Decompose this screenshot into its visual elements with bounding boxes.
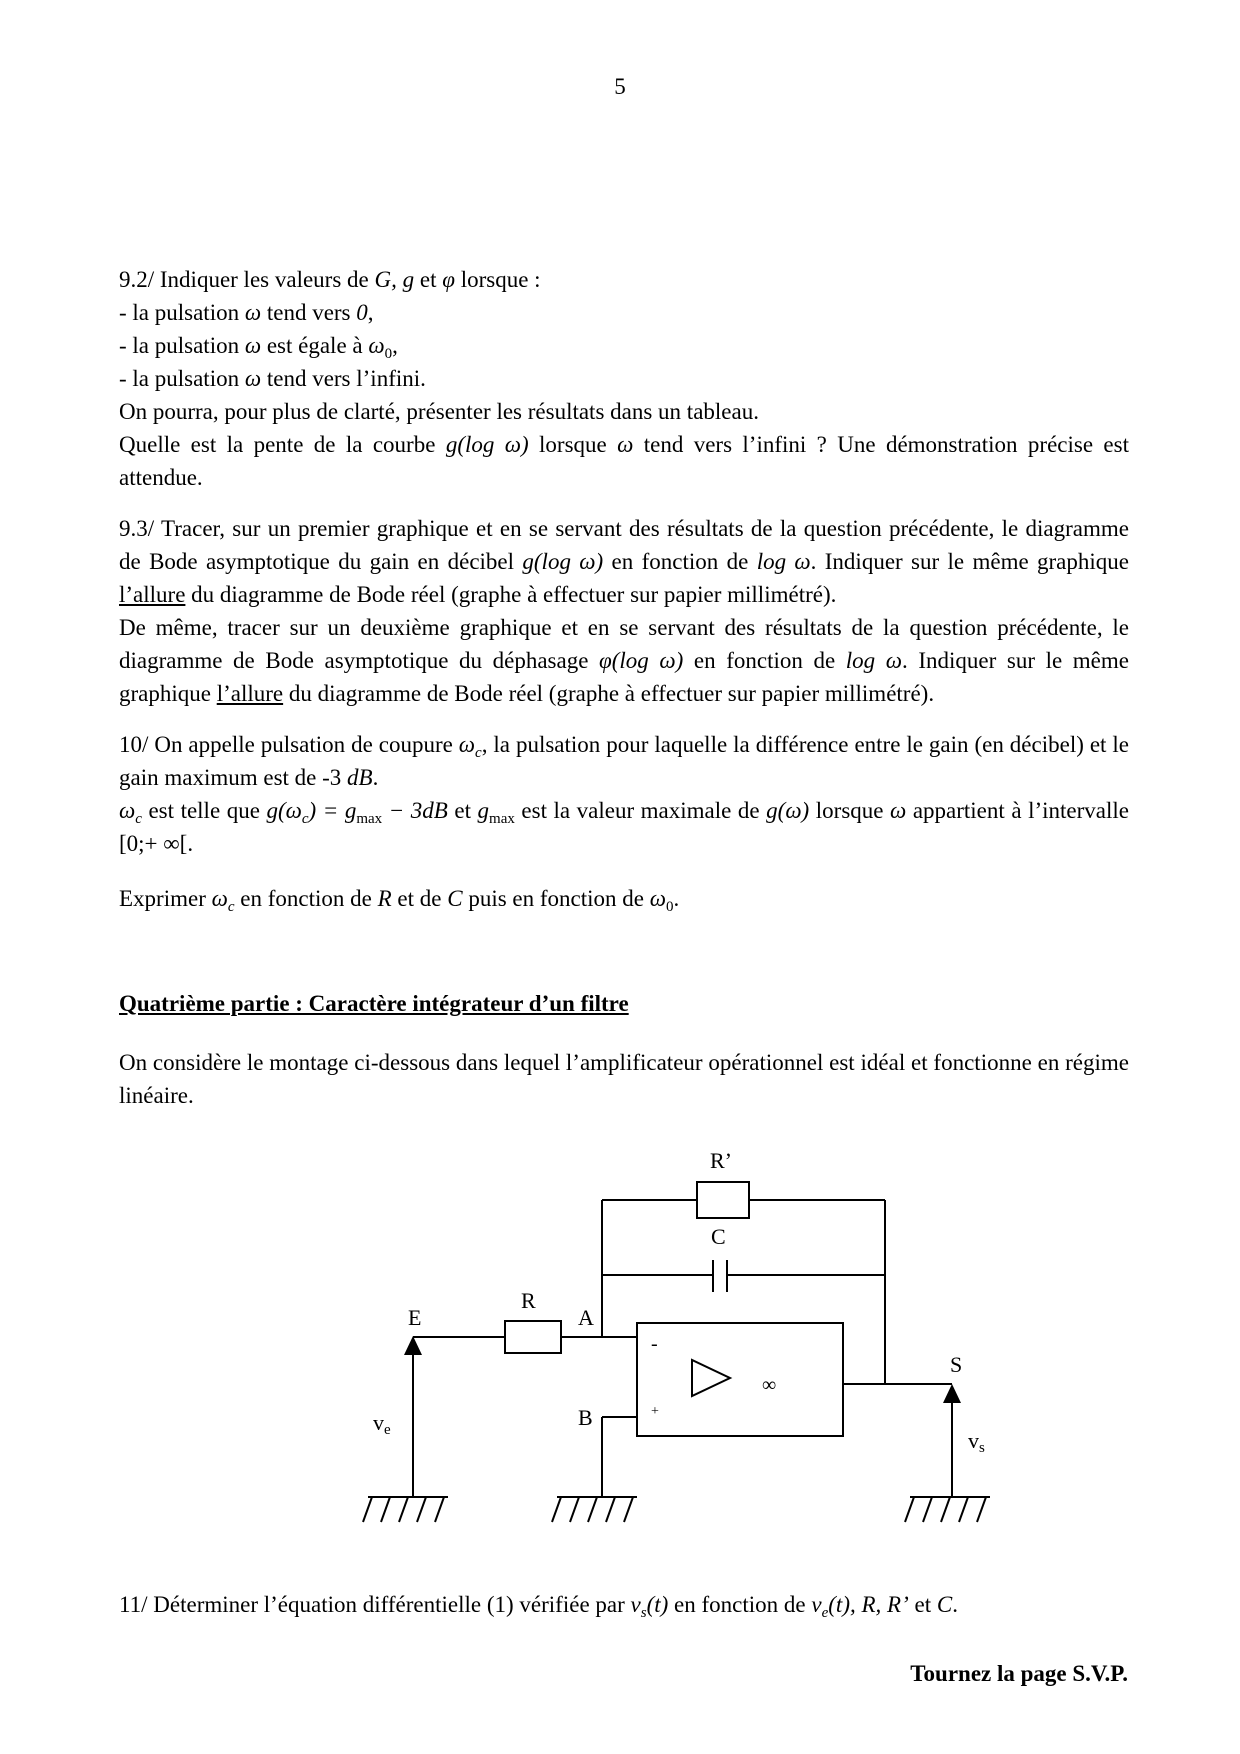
label-s: S	[950, 1352, 963, 1377]
ground-right	[905, 1497, 990, 1522]
footer-turn-page: Tournez la page S.V.P.	[910, 1661, 1128, 1686]
q92-intro: 9.2/ Indiquer les valeurs de G, g et φ lorsque :	[119, 267, 541, 292]
question-11	[119, 1588, 1129, 1621]
part-4-heading: Quatrième partie : Caractère intégrateur d’un filtre	[119, 991, 629, 1016]
ground-left	[363, 1497, 448, 1522]
label-r-prime: R’	[710, 1148, 732, 1173]
vs-arrow-icon	[943, 1384, 961, 1403]
q92-table-note: On pourra, pour plus de clarté, présenter les résultats dans un tableau.	[119, 399, 759, 424]
ground-middle	[552, 1497, 637, 1522]
op-amp-triangle	[692, 1360, 730, 1396]
q10-definition: 10/ On appelle pulsation de coupure $\omega_c$, la pulsation pour laquelle la différence entre le gain (en décibel) et le gain maximum est de -3 dB.	[119, 732, 1129, 790]
label-r: R	[521, 1288, 536, 1313]
ve-arrow-icon	[404, 1336, 422, 1355]
q93-paragraph-2: De même, tracer sur un deuxième graphique et en se servant des résultats de la question précédente, le diagramme de Bode asymptotique du déphasage φ(log ω) en fonction de log ω. Indiquer sur le même graphique l’allure du diagramme de Bode réel (graphe à effectuer sur papier millimétré).	[119, 615, 1129, 706]
resistor-r-prime	[697, 1182, 749, 1218]
q10-condition: $\omega_c$ est telle que $g(\omega_c) = g_{max} - 3dB$ et $g_{max}$ est la valeur maximale de g(ω) lorsque ω appartient à l’intervalle [0;+ ∞[.	[119, 798, 1129, 856]
label-infinity: ∞	[762, 1374, 777, 1396]
q92-slope-question: Quelle est la pente de la courbe g(log ω) lorsque ω tend vers l’infini ? Une démonstration précise est attendue.	[119, 432, 1129, 490]
q92-item-3: - la pulsation ω tend vers l’infini.	[119, 366, 426, 391]
label-c: C	[711, 1224, 726, 1249]
q11-text: 11/ Déterminer l’équation différentielle (1) vérifiée par $v_s(t)$ en fonction de $v_e(t)$, R, R’ et C.	[119, 1592, 958, 1621]
label-ve: ve	[373, 1410, 391, 1438]
page-number: 5	[614, 74, 626, 99]
q93-paragraph-1: 9.3/ Tracer, sur un premier graphique et en se servant des résultats de la question précédente, le diagramme de Bode asymptotique du gain en décibel g(log ω) en fonction de log ω. Indiquer sur le même graphique l’allure du diagramme de Bode réel (graphe à effectuer sur papier millimétré).	[119, 516, 1129, 607]
label-e: E	[408, 1305, 422, 1330]
label-vs: vs	[968, 1428, 985, 1456]
q92-item-1: - la pulsation ω tend vers 0,	[119, 300, 374, 325]
op-amp-box	[637, 1323, 843, 1436]
part-4-intro: On considère le montage ci-dessous dans lequel l’amplificateur opérationnel est idéal et fonctionne en régime linéaire.	[119, 1050, 1129, 1108]
label-a: A	[578, 1305, 594, 1330]
resistor-r	[505, 1321, 561, 1353]
q92-item-2: - la pulsation ω est égale à $\omega_0$,	[119, 333, 398, 362]
label-minus: -	[651, 1333, 658, 1355]
label-plus: +	[651, 1404, 659, 1419]
q10-express: Exprimer $\omega_c$ en fonction de R et de C puis en fonction de $\omega_0$.	[119, 886, 680, 915]
label-b: B	[578, 1405, 593, 1430]
